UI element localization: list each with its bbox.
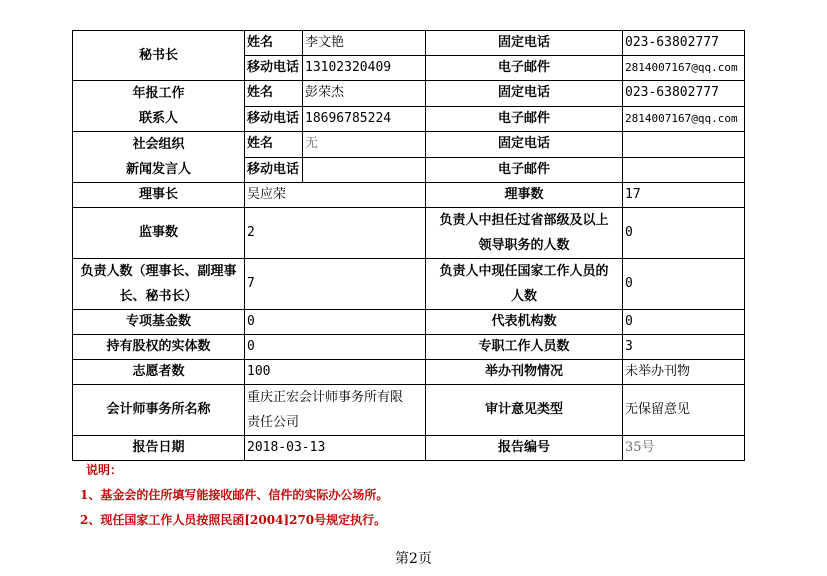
spokesperson-phone (623, 132, 745, 158)
accounting-value-line1: 重庆正宏会计师事务所有限 (247, 390, 404, 405)
publication-label: 举办刊物情况 (426, 360, 623, 385)
special-fund-label: 专项基金数 (73, 310, 245, 335)
secretary-phone-label: 固定电话 (426, 31, 623, 56)
leaders-label-line1: 负责人数（理事长、副理事 (80, 264, 237, 279)
leaders-row (73, 259, 745, 310)
contact-mobile: 18696785224 (303, 106, 426, 132)
spokesperson-label (73, 132, 245, 183)
supervisors-label: 监事数 (73, 208, 245, 259)
spokesperson-name-label: 姓名 (245, 132, 303, 158)
note-item-2: 2、现任国家工作人员按照民函[2004]270号规定执行。 (80, 513, 387, 527)
volunteers-row (73, 360, 745, 385)
secretary-label: 秘书长 (73, 31, 245, 81)
secretary-phone: 023-63802777 (623, 31, 745, 56)
contact-mobile-label: 移动电话 (245, 106, 303, 132)
secretary-email: 2814007167@qq.com (623, 56, 745, 81)
secretary-email-label: 电子邮件 (426, 56, 623, 81)
audit-label: 审计意见类型 (426, 385, 623, 436)
provincial-label (426, 208, 623, 259)
directors-value: 17 (623, 183, 745, 208)
contact-phone-label: 固定电话 (426, 81, 623, 107)
spokesperson-phone-label: 固定电话 (426, 132, 623, 158)
secretary-mobile: 13102320409 (303, 56, 426, 81)
contact-email: 2814007167@qq.com (623, 106, 745, 132)
fulltime-label: 专职工作人员数 (426, 335, 623, 360)
volunteers-value: 100 (245, 360, 426, 385)
contact-phone: 023-63802777 (623, 81, 745, 107)
accounting-value (245, 385, 426, 436)
equity-row (73, 335, 745, 360)
spokesperson-mobile-label: 移动电话 (245, 157, 303, 183)
spokesperson-label-line1: 社会组织 (132, 137, 185, 152)
volunteers-label: 志愿者数 (73, 360, 245, 385)
note-item-1: 1、基金会的住所填写能接收邮件、信件的实际办公场所。 (80, 488, 389, 502)
rep-office-value: 0 (623, 310, 745, 335)
report-date-value: 2018-03-13 (245, 436, 426, 461)
contact-label-line1: 年报工作 (132, 86, 185, 101)
equity-label: 持有股权的实体数 (73, 335, 245, 360)
contact-label (73, 81, 245, 132)
leaders-label-line2: 长、秘书长） (119, 289, 198, 304)
secretary-name-label: 姓名 (245, 31, 303, 56)
report-no-value: 35号 (623, 436, 745, 461)
publication-value: 未举办刊物 (623, 360, 745, 385)
contact-name: 彭荣杰 (303, 81, 426, 107)
page-number: 第2页 (395, 551, 432, 567)
contact-email-label: 电子邮件 (426, 106, 623, 132)
report-info-table (72, 30, 745, 461)
notes-section (80, 458, 388, 533)
notes-title: 说明： (86, 463, 123, 477)
accounting-label: 会计师事务所名称 (73, 385, 245, 436)
supervisors-value: 2 (245, 208, 426, 259)
spokesperson-email (623, 157, 745, 183)
report-date-label: 报告日期 (73, 436, 245, 461)
audit-value: 无保留意见 (623, 385, 745, 436)
rep-office-label: 代表机构数 (426, 310, 623, 335)
chairman-row (73, 183, 745, 208)
chairman-value: 吴应荣 (245, 183, 426, 208)
provincial-label-line1: 负责人中担任过省部级及以上 (439, 213, 609, 228)
special-fund-value: 0 (245, 310, 426, 335)
spokesperson-label-line2: 新闻发言人 (125, 162, 191, 177)
provincial-value: 0 (623, 208, 745, 259)
spokesperson-name: 无 (303, 132, 426, 158)
spokesperson-mobile (303, 157, 426, 183)
staff-value: 0 (623, 259, 745, 310)
leaders-label (73, 259, 245, 310)
equity-value: 0 (245, 335, 426, 360)
supervisors-row (73, 208, 745, 259)
spokesperson-email-label: 电子邮件 (426, 157, 623, 183)
directors-label: 理事数 (426, 183, 623, 208)
contact-label-line2: 联系人 (138, 111, 178, 126)
secretary-name: 李文艳 (303, 31, 426, 56)
provincial-label-line2: 领导职务的人数 (478, 238, 570, 253)
accounting-row (73, 385, 745, 436)
contact-name-label: 姓名 (245, 81, 303, 107)
report-date-row (73, 436, 745, 461)
special-fund-row (73, 310, 745, 335)
spokesperson-row-1 (73, 132, 745, 158)
contact-row-1 (73, 81, 745, 107)
staff-label (426, 259, 623, 310)
staff-label-line1: 负责人中现任国家工作人员的 (439, 264, 609, 279)
chairman-label: 理事长 (73, 183, 245, 208)
leaders-value: 7 (245, 259, 426, 310)
accounting-value-line2: 责任公司 (247, 415, 300, 430)
report-no-label: 报告编号 (426, 436, 623, 461)
fulltime-value: 3 (623, 335, 745, 360)
secretary-mobile-label: 移动电话 (245, 56, 303, 81)
staff-label-line2: 人数 (510, 289, 537, 304)
secretary-row-1 (73, 31, 745, 56)
